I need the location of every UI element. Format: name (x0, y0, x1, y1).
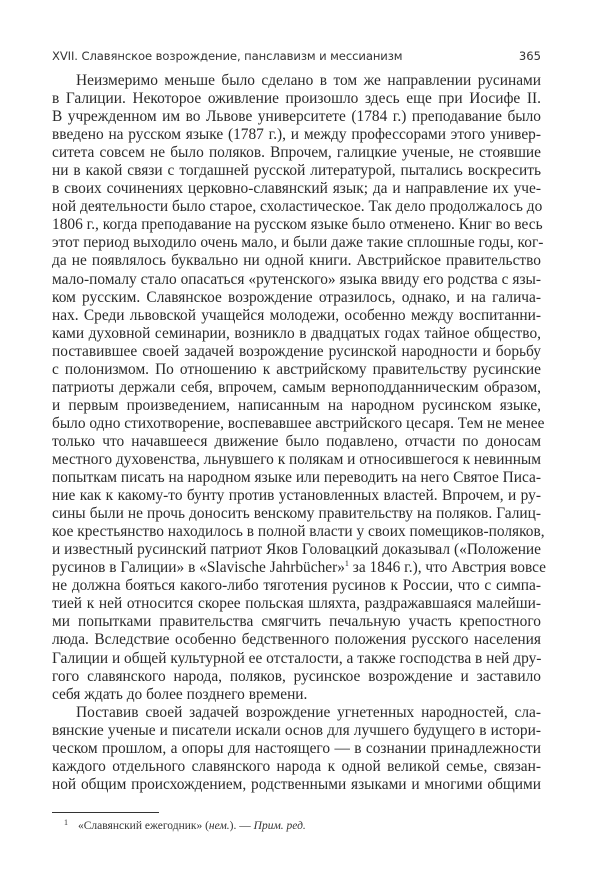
text-line: ние как к какому-то бунту против установленных властей. Впрочем, и ру- (52, 487, 541, 505)
footnote-number: 1 (64, 818, 68, 827)
text-line: да не появлялось буквально ни одной книги. Австрийское правительство (52, 252, 541, 270)
text-line: ками духовной семинарии, возникло в двадцатых годах тайное общество, (52, 324, 541, 342)
footnote-editor-note: Прим. ред. (253, 820, 306, 832)
text-line: кое крестьянство находилось в полной власти у своих помещиков-поляков, (52, 523, 545, 541)
text-line: этот период выходило очень мало, и были даже такие сплошные годы, ког- (52, 234, 544, 252)
text-line (52, 559, 546, 577)
text-line: и первым произведением, написанным на народном русинском языке, (52, 396, 541, 414)
text-line: ком русским. Славянское возрождение отразилось, однако, и на галича- (52, 288, 541, 306)
text-line: ной общим происхождением, родственными языками и многими общими (52, 775, 541, 793)
text-line: ческом прошлом, а опоры для настоящего — в сознании принадлежности (52, 739, 541, 757)
text-line: ми попытками правительства смягчить печальную участь крепостного (52, 613, 541, 631)
text-line: мало-помалу стало опасаться «рутенского» языка ввиду его родства с язы- (52, 270, 541, 288)
running-header (52, 49, 541, 67)
text-line: в Галиции. Некоторое оживление произошло здесь еще при Иосифе II. (52, 90, 541, 108)
text-line: патриоты держали себя, впрочем, самым верноподданническим образом, (52, 378, 541, 396)
text-line: Неизмеримо меньше было сделано в том же направлении русинами (76, 72, 541, 89)
footnote-divider (52, 812, 159, 813)
text-line: нах. Среди львовской учащейся молодежи, особенно между воспитанни- (52, 306, 541, 324)
text-line: сины были не прочь доносить венскому правительству на поляков. Галиц- (52, 505, 541, 523)
text-line: и известный русинский патриот Яков Головацкий доказывал («Положение (52, 541, 541, 559)
text-line: местного духовенства, льнувшего к полякам и относившегося к невинным (52, 450, 542, 468)
text-line: 1806 г., когда преподавание на русском языке было отменено. Книг во весь (52, 216, 543, 234)
text-line: было одно стихотворение, воспевавшее австрийского цесаря. Тем не менее (52, 414, 545, 432)
text-line: гого славянского народа, поляков, русинское возрождение и заставило (52, 667, 541, 685)
footnote (64, 818, 306, 832)
page-number: 365 (518, 49, 541, 63)
footnote-dash: ). — (229, 820, 254, 832)
text-line: ной деятельности было старое, схоластическое. Так дело продолжалось до (52, 198, 543, 216)
text-line: В учрежденном им во Львове университете (1784 г.) преподавание было (52, 108, 541, 126)
text-line: себя ждать до более позднего времени. (52, 685, 308, 703)
text-line: ситета совсем не было поляков. Впрочем, галицкие ученые, не стоявшие (52, 144, 541, 162)
text-segment: за 1846 г.), что Австрия вовсе (348, 559, 546, 577)
text-line: введено на русском языке (1787 г.), и между профессорами этого универ- (52, 126, 541, 144)
text-line: каждого отдельного славянского народа к одной великой семье, связан- (52, 757, 541, 775)
text-line: с полонизмом. По отношению к австрийскому правительству русинские (52, 360, 541, 378)
text-line: только что начавшееся движение было подавлено, отчасти по доносам (52, 432, 541, 450)
running-title: XVII. Славянское возрождение, панславизм и мессианизм (52, 49, 403, 63)
footnote-reference[interactable]: 1 (344, 559, 349, 569)
text-line: люда. Вследствие особенно бедственного положения русского населения (52, 631, 541, 649)
text-line: Галиции и общей культурной ее отсталости, а также господства в ней дру- (52, 649, 542, 667)
text-line: попыткам писать на народном языке или переводить на него Святое Писа- (52, 469, 541, 487)
text-line: вянские ученые и писатели искали основ для лучшего будущего в истори- (52, 721, 541, 739)
text-line: в своих сочинениях церковно-славянский язык; да и направление их уче- (52, 180, 541, 198)
footnote-lang: нем. (208, 820, 230, 832)
footnote-text: «Славянский ежегодник» ( (78, 820, 209, 832)
text-line: поставившее своей задачей возрождение русинской народности и борьбу (52, 342, 541, 360)
text-line: Поставив своей задачей возрождение угнетенных народностей, сла- (76, 703, 541, 721)
text-segment: русинов в Галиции» в «Slavische Jahrbücher» (52, 559, 345, 577)
text-line: ни в какой связи с тогдашней русской литературой, пытались воскресить (52, 162, 541, 180)
body-text (52, 72, 546, 794)
text-line: не должна бояться какого-либо тяготения русинов к России, что с симпа- (52, 577, 541, 595)
text-line: тией к ней относится скорее польская шляхта, раздражавшаяся малейши- (52, 595, 541, 613)
